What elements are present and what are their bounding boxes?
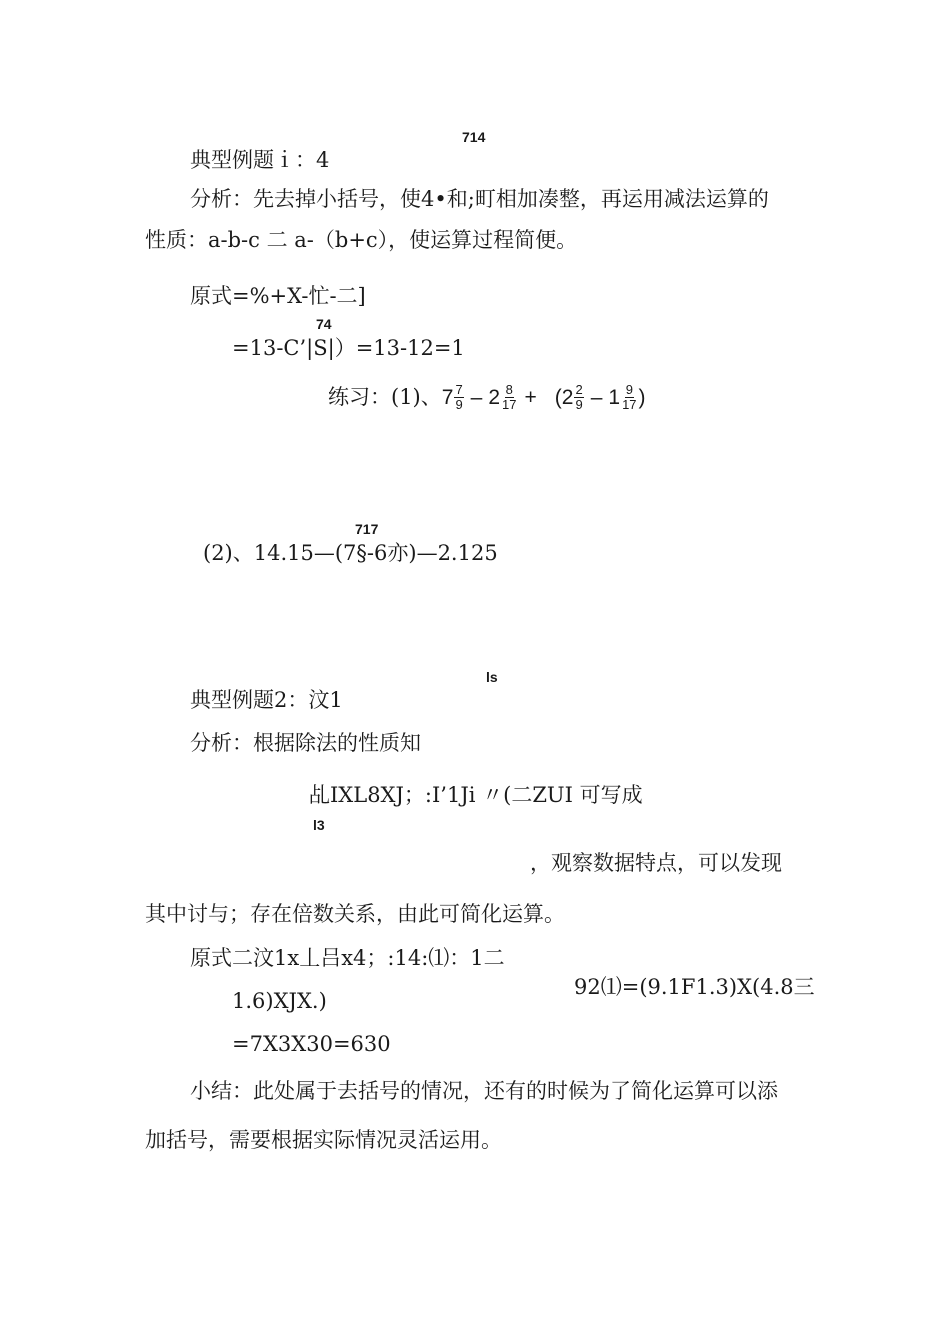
example1-solution-line1: 原式=%+X-忙-二] <box>190 284 366 308</box>
numerator: 7 <box>455 381 463 397</box>
superscript-717: 717 <box>355 521 379 537</box>
example2-title: 典型例题2：汶1 <box>190 688 343 712</box>
example2-analysis: 分析：根据除法的性质知 <box>190 731 421 755</box>
superscript-714: 714 <box>462 129 486 145</box>
numerator: 9 <box>625 381 633 397</box>
example1-analysis-line1: 分析：先去掉小括号，使4•和;町相加凑整，再运用减法运算的 <box>190 187 769 211</box>
example2-formula: 乩IXL8XJ；:I’1Ji 〃(二ZUI 可写成 <box>309 783 643 807</box>
mixed-number-4 <box>608 383 638 411</box>
exercise-line1 <box>328 376 646 418</box>
summary-line1: 小结：此处属于去括号的情况，还有的时候为了简化运算可以添 <box>190 1079 778 1103</box>
example1-title: 典型例题ｉ：4 <box>190 148 330 172</box>
denominator: 9 <box>575 396 583 412</box>
exercise-item2: (2)、14.15—(7§-6亦)—2.125 <box>203 541 498 565</box>
fraction <box>574 383 583 411</box>
fraction <box>501 383 517 411</box>
denominator: 17 <box>622 396 637 412</box>
mixed-whole: 1 <box>608 385 621 409</box>
example2-relation: 其中讨与；存在倍数关系，由此可简化运算。 <box>145 902 565 926</box>
operator-minus: – <box>590 385 603 409</box>
superscript-ls: ls <box>486 669 498 685</box>
denominator: 17 <box>502 396 517 412</box>
operator-plus: + <box>524 385 537 409</box>
example2-observe: ，观察数据特点，可以发现 <box>530 851 782 875</box>
fraction <box>621 383 637 411</box>
mixed-whole: 2 <box>488 385 501 409</box>
mixed-number-1 <box>442 383 465 411</box>
example1-solution-line2: =13-C’|S|）=13-12=1 <box>232 336 465 360</box>
subscript-l3: l3 <box>313 817 325 833</box>
mixed-number-3 <box>562 383 585 411</box>
numerator: 2 <box>575 381 583 397</box>
fraction <box>454 383 463 411</box>
operator-minus: – <box>470 385 483 409</box>
paren-close: ) <box>638 385 646 409</box>
example1-analysis-line2: 性质：a-b-c 二 a-（b+c），使运算过程简便。 <box>145 228 578 252</box>
denominator: 9 <box>455 396 463 412</box>
summary-line2: 加括号，需要根据实际情况灵活运用。 <box>145 1128 502 1152</box>
exercise-label: 练习：(1)、 <box>328 384 442 409</box>
mixed-whole: 7 <box>441 385 454 409</box>
mixed-whole: 2 <box>561 385 574 409</box>
subscript-74: 74 <box>316 316 332 332</box>
numerator: 8 <box>505 381 513 397</box>
mixed-number-2 <box>488 383 518 411</box>
example2-solution-line3: =7X3X30=630 <box>232 1032 391 1056</box>
example2-solution-line1: 原式二汶1x丄吕x4；:14:⑴：1二 <box>190 946 505 970</box>
example2-solution-line2: 1.6)XJX.) <box>232 989 327 1013</box>
example2-solution-right: 92⑴=(9.1F1.3)X(4.8三 <box>574 975 815 999</box>
paren-open: ( <box>554 385 562 409</box>
